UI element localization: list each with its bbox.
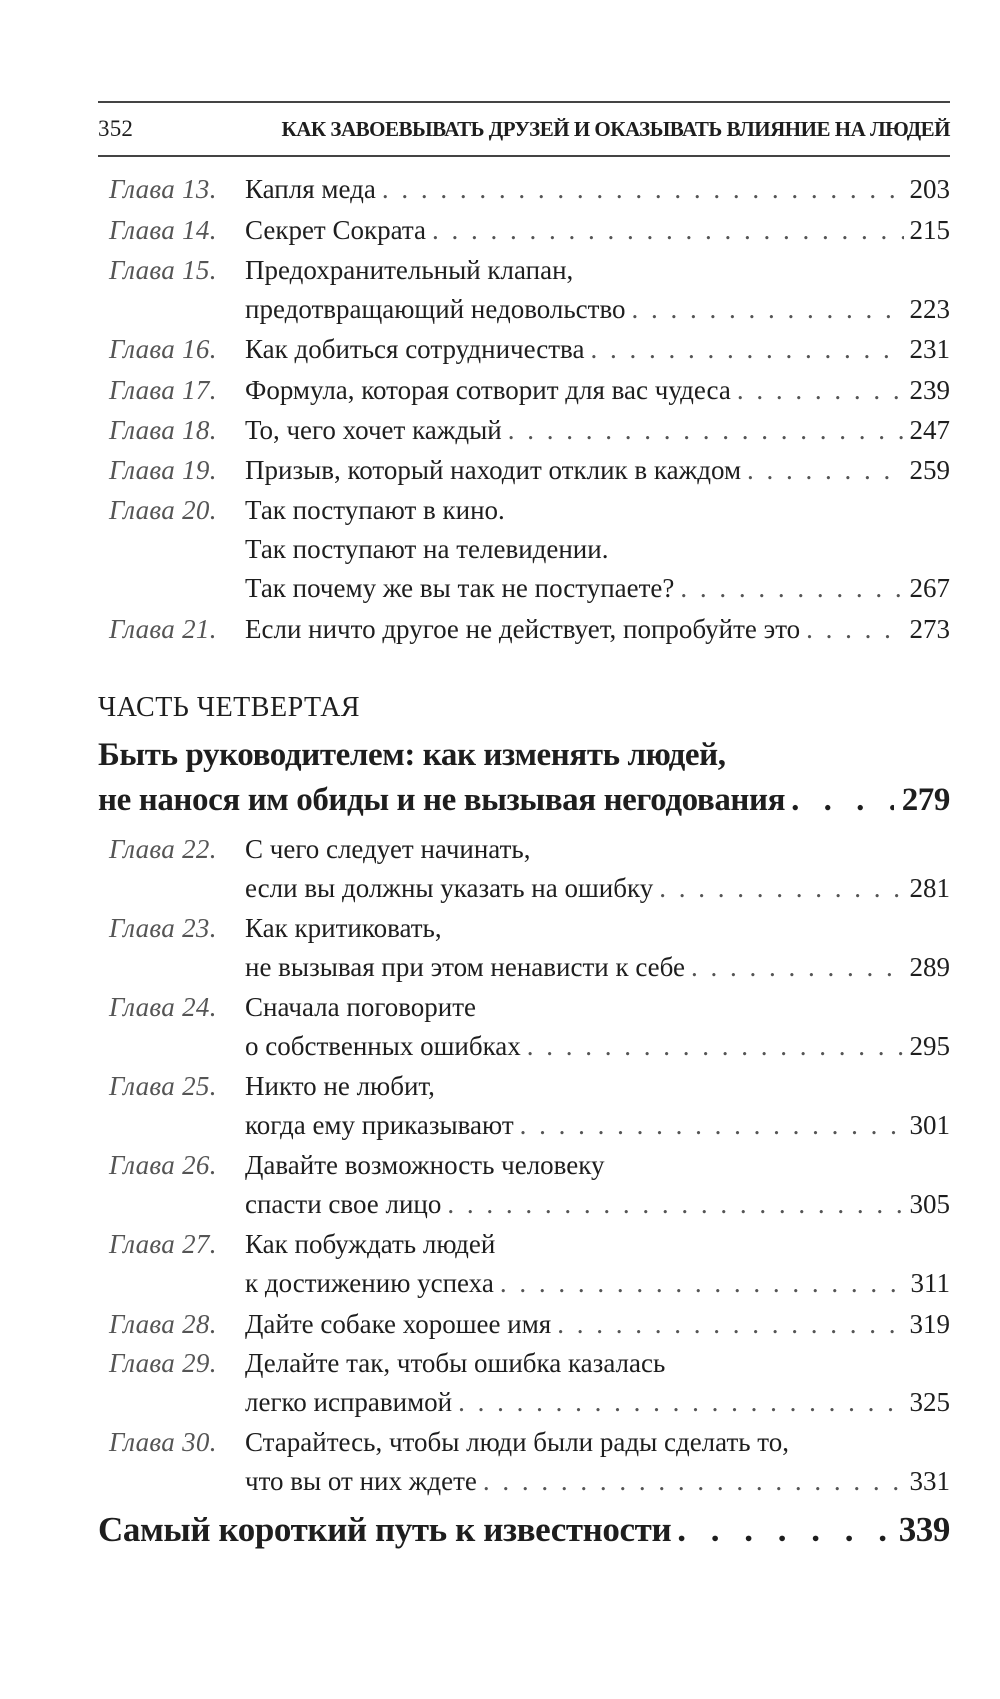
chapter-title: Призыв, который находит отклик в каждом [245, 455, 742, 485]
chapter-title: Формула, которая сотворит для вас чудеса [245, 375, 731, 405]
chapter-page: 273 [909, 614, 950, 644]
part-page: 279 [901, 782, 950, 818]
chapter-title-row [245, 1304, 950, 1344]
dot-leader [447, 1184, 903, 1224]
chapter-title: предотвращающий недовольство [245, 294, 626, 324]
chapter-title: Так почему же вы так не поступаете? [245, 573, 675, 603]
dot-leader [527, 1026, 904, 1066]
dot-leader [483, 1461, 904, 1501]
chapter-title: Никто не любит, [245, 1071, 435, 1101]
toc-entry [0, 250, 1000, 290]
chapter-title-row [245, 410, 950, 450]
final-entry-row [98, 1508, 950, 1552]
chapter-label: Глава 23. [109, 913, 217, 943]
dot-leader [508, 410, 904, 450]
chapter-title-row [245, 210, 950, 250]
chapter-title: Дайте собаке хорошее имя [245, 1309, 552, 1339]
toc-entry-continuation [0, 868, 1000, 908]
chapter-title: Старайтесь, чтобы люди были рады сделать то, [245, 1427, 789, 1457]
chapter-page: 311 [910, 1268, 950, 1298]
dot-leader [500, 1263, 905, 1303]
chapter-label: Глава 28. [109, 1309, 217, 1339]
dot-leader [747, 450, 903, 490]
dot-leader [791, 778, 894, 822]
chapter-title: спасти свое лицо [245, 1189, 442, 1219]
chapter-title-row [245, 1026, 950, 1066]
page-number: 352 [98, 116, 134, 141]
toc-entry [0, 1304, 1000, 1344]
toc-entry-continuation [0, 1026, 1000, 1066]
chapter-title: к достижению успеха [245, 1268, 494, 1298]
dot-leader [432, 210, 904, 250]
toc-entry [0, 1066, 1000, 1106]
chapter-title: Если ничто другое не действует, попробуйте это [245, 614, 801, 644]
toc-entry-continuation [0, 529, 1000, 569]
toc-entry [0, 210, 1000, 250]
chapter-title-row [245, 329, 950, 369]
chapter-label: Глава 14. [109, 215, 217, 245]
chapter-page: 301 [909, 1110, 950, 1140]
chapter-label: Глава 18. [109, 415, 217, 445]
final-entry-page: 339 [898, 1510, 950, 1549]
chapter-title-row [245, 1382, 950, 1422]
dot-leader [659, 868, 903, 908]
chapter-label: Глава 29. [109, 1348, 217, 1378]
toc-entry [0, 1343, 1000, 1383]
toc-entry-continuation [0, 1184, 1000, 1224]
chapter-title: Как критиковать, [245, 913, 442, 943]
chapter-page: 289 [909, 952, 950, 982]
toc-entry-continuation [0, 947, 1000, 987]
dot-leader [458, 1382, 903, 1422]
chapter-title-row [245, 289, 950, 329]
part-title: не нанося им обиды и не вызывая негодования [98, 782, 786, 818]
chapter-label: Глава 22. [109, 834, 217, 864]
chapter-label: Глава 30. [109, 1427, 217, 1457]
chapter-label: Глава 17. [109, 375, 217, 405]
chapter-title: Капля меда [245, 174, 376, 204]
chapter-page: 281 [909, 873, 950, 903]
chapter-title: Делайте так, чтобы ошибка казалась [245, 1348, 666, 1378]
dot-leader [632, 289, 904, 329]
chapter-title: Так поступают на телевидении. [245, 534, 609, 564]
toc-entry-continuation [0, 1382, 1000, 1422]
chapter-title: Сначала поговорите [245, 992, 477, 1022]
chapter-title: Как побуждать людей [245, 1229, 496, 1259]
chapter-title: Секрет Сократа [245, 215, 426, 245]
chapter-label: Глава 20. [109, 495, 217, 525]
dot-leader [382, 169, 904, 209]
chapter-page: 305 [909, 1189, 950, 1219]
chapter-title-row [245, 450, 950, 490]
toc-entry [0, 370, 1000, 410]
toc-entry [0, 490, 1000, 530]
toc-entry [0, 1422, 1000, 1462]
toc-entry [0, 1224, 1000, 1264]
dot-leader [557, 1304, 903, 1344]
chapter-title-row [245, 568, 950, 608]
chapter-page: 215 [909, 215, 950, 245]
chapter-page: 331 [909, 1466, 950, 1496]
chapter-page: 203 [909, 174, 950, 204]
chapter-title: Предохранительный клапан, [245, 255, 574, 285]
chapter-title: Как добиться сотрудничества [245, 334, 585, 364]
toc-entry [0, 1145, 1000, 1185]
chapter-label: Глава 24. [109, 992, 217, 1022]
chapter-page: 259 [909, 455, 950, 485]
dot-leader [691, 947, 903, 987]
dot-leader [677, 1508, 890, 1552]
part-title-row [98, 778, 950, 822]
chapter-title: если вы должны указать на ошибку [245, 873, 654, 903]
dot-leader [520, 1105, 904, 1145]
chapter-page: 247 [909, 415, 950, 445]
toc-entry [0, 609, 1000, 649]
chapter-title: С чего следует начинать, [245, 834, 531, 864]
chapter-label: Глава 19. [109, 455, 217, 485]
toc-entry [0, 450, 1000, 490]
chapter-title-row [245, 1461, 950, 1501]
chapter-page: 239 [909, 375, 950, 405]
toc-entry-continuation [0, 568, 1000, 608]
final-entry-title: Самый короткий путь к известности [98, 1510, 672, 1549]
part-heading: ЧАСТЬ ЧЕТВЕРТАЯ [98, 692, 361, 723]
toc-entry [0, 829, 1000, 869]
toc-entry [0, 329, 1000, 369]
dot-leader [737, 370, 904, 410]
chapter-page: 295 [909, 1031, 950, 1061]
chapter-title-row [245, 370, 950, 410]
chapter-label: Глава 26. [109, 1150, 217, 1180]
chapter-label: Глава 16. [109, 334, 217, 364]
chapter-title-row [245, 609, 950, 649]
chapter-label: Глава 15. [109, 255, 217, 285]
toc-entry [0, 908, 1000, 948]
chapter-title: легко исправимой [245, 1387, 453, 1417]
chapter-page: 223 [909, 294, 950, 324]
chapter-title-row [245, 169, 950, 209]
part-title: Быть руководителем: как изменять людей, [98, 737, 726, 773]
toc-entry-continuation [0, 1105, 1000, 1145]
chapter-label: Глава 25. [109, 1071, 217, 1101]
dot-leader [680, 568, 903, 608]
chapter-title-row [245, 1184, 950, 1224]
chapter-page: 319 [909, 1309, 950, 1339]
chapter-page: 231 [909, 334, 950, 364]
dot-leader [590, 329, 903, 369]
chapter-title: когда ему приказывают [245, 1110, 514, 1140]
chapter-title-row [245, 868, 950, 908]
chapter-label: Глава 13. [109, 174, 217, 204]
part-title-line [98, 733, 950, 777]
running-header [98, 101, 950, 157]
toc-entry [0, 987, 1000, 1027]
chapter-label: Глава 27. [109, 1229, 217, 1259]
chapter-title-row [245, 947, 950, 987]
running-title: КАК ЗАВОЕВЫВАТЬ ДРУЗЕЙ И ОКАЗЫВАТЬ ВЛИЯНИЕ НА ЛЮДЕЙ [281, 116, 950, 141]
toc-entry [0, 410, 1000, 450]
chapter-page: 325 [909, 1387, 950, 1417]
chapter-title: не вызывая при этом ненависти к себе [245, 952, 686, 982]
chapter-page: 267 [909, 573, 950, 603]
toc-entry [0, 169, 1000, 209]
dot-leader [806, 609, 903, 649]
chapter-title: То, чего хочет каждый [245, 415, 502, 445]
chapter-label: Глава 21. [109, 614, 217, 644]
toc-entry-continuation [0, 289, 1000, 329]
toc-entry-continuation [0, 1263, 1000, 1303]
chapter-title: о собственных ошибках [245, 1031, 521, 1061]
chapter-title: что вы от них ждете [245, 1466, 477, 1496]
chapter-title-row [245, 1105, 950, 1145]
chapter-title-row [245, 1263, 950, 1303]
toc-entry-continuation [0, 1461, 1000, 1501]
chapter-title: Так поступают в кино. [245, 495, 505, 525]
chapter-title: Давайте возможность человеку [245, 1150, 605, 1180]
